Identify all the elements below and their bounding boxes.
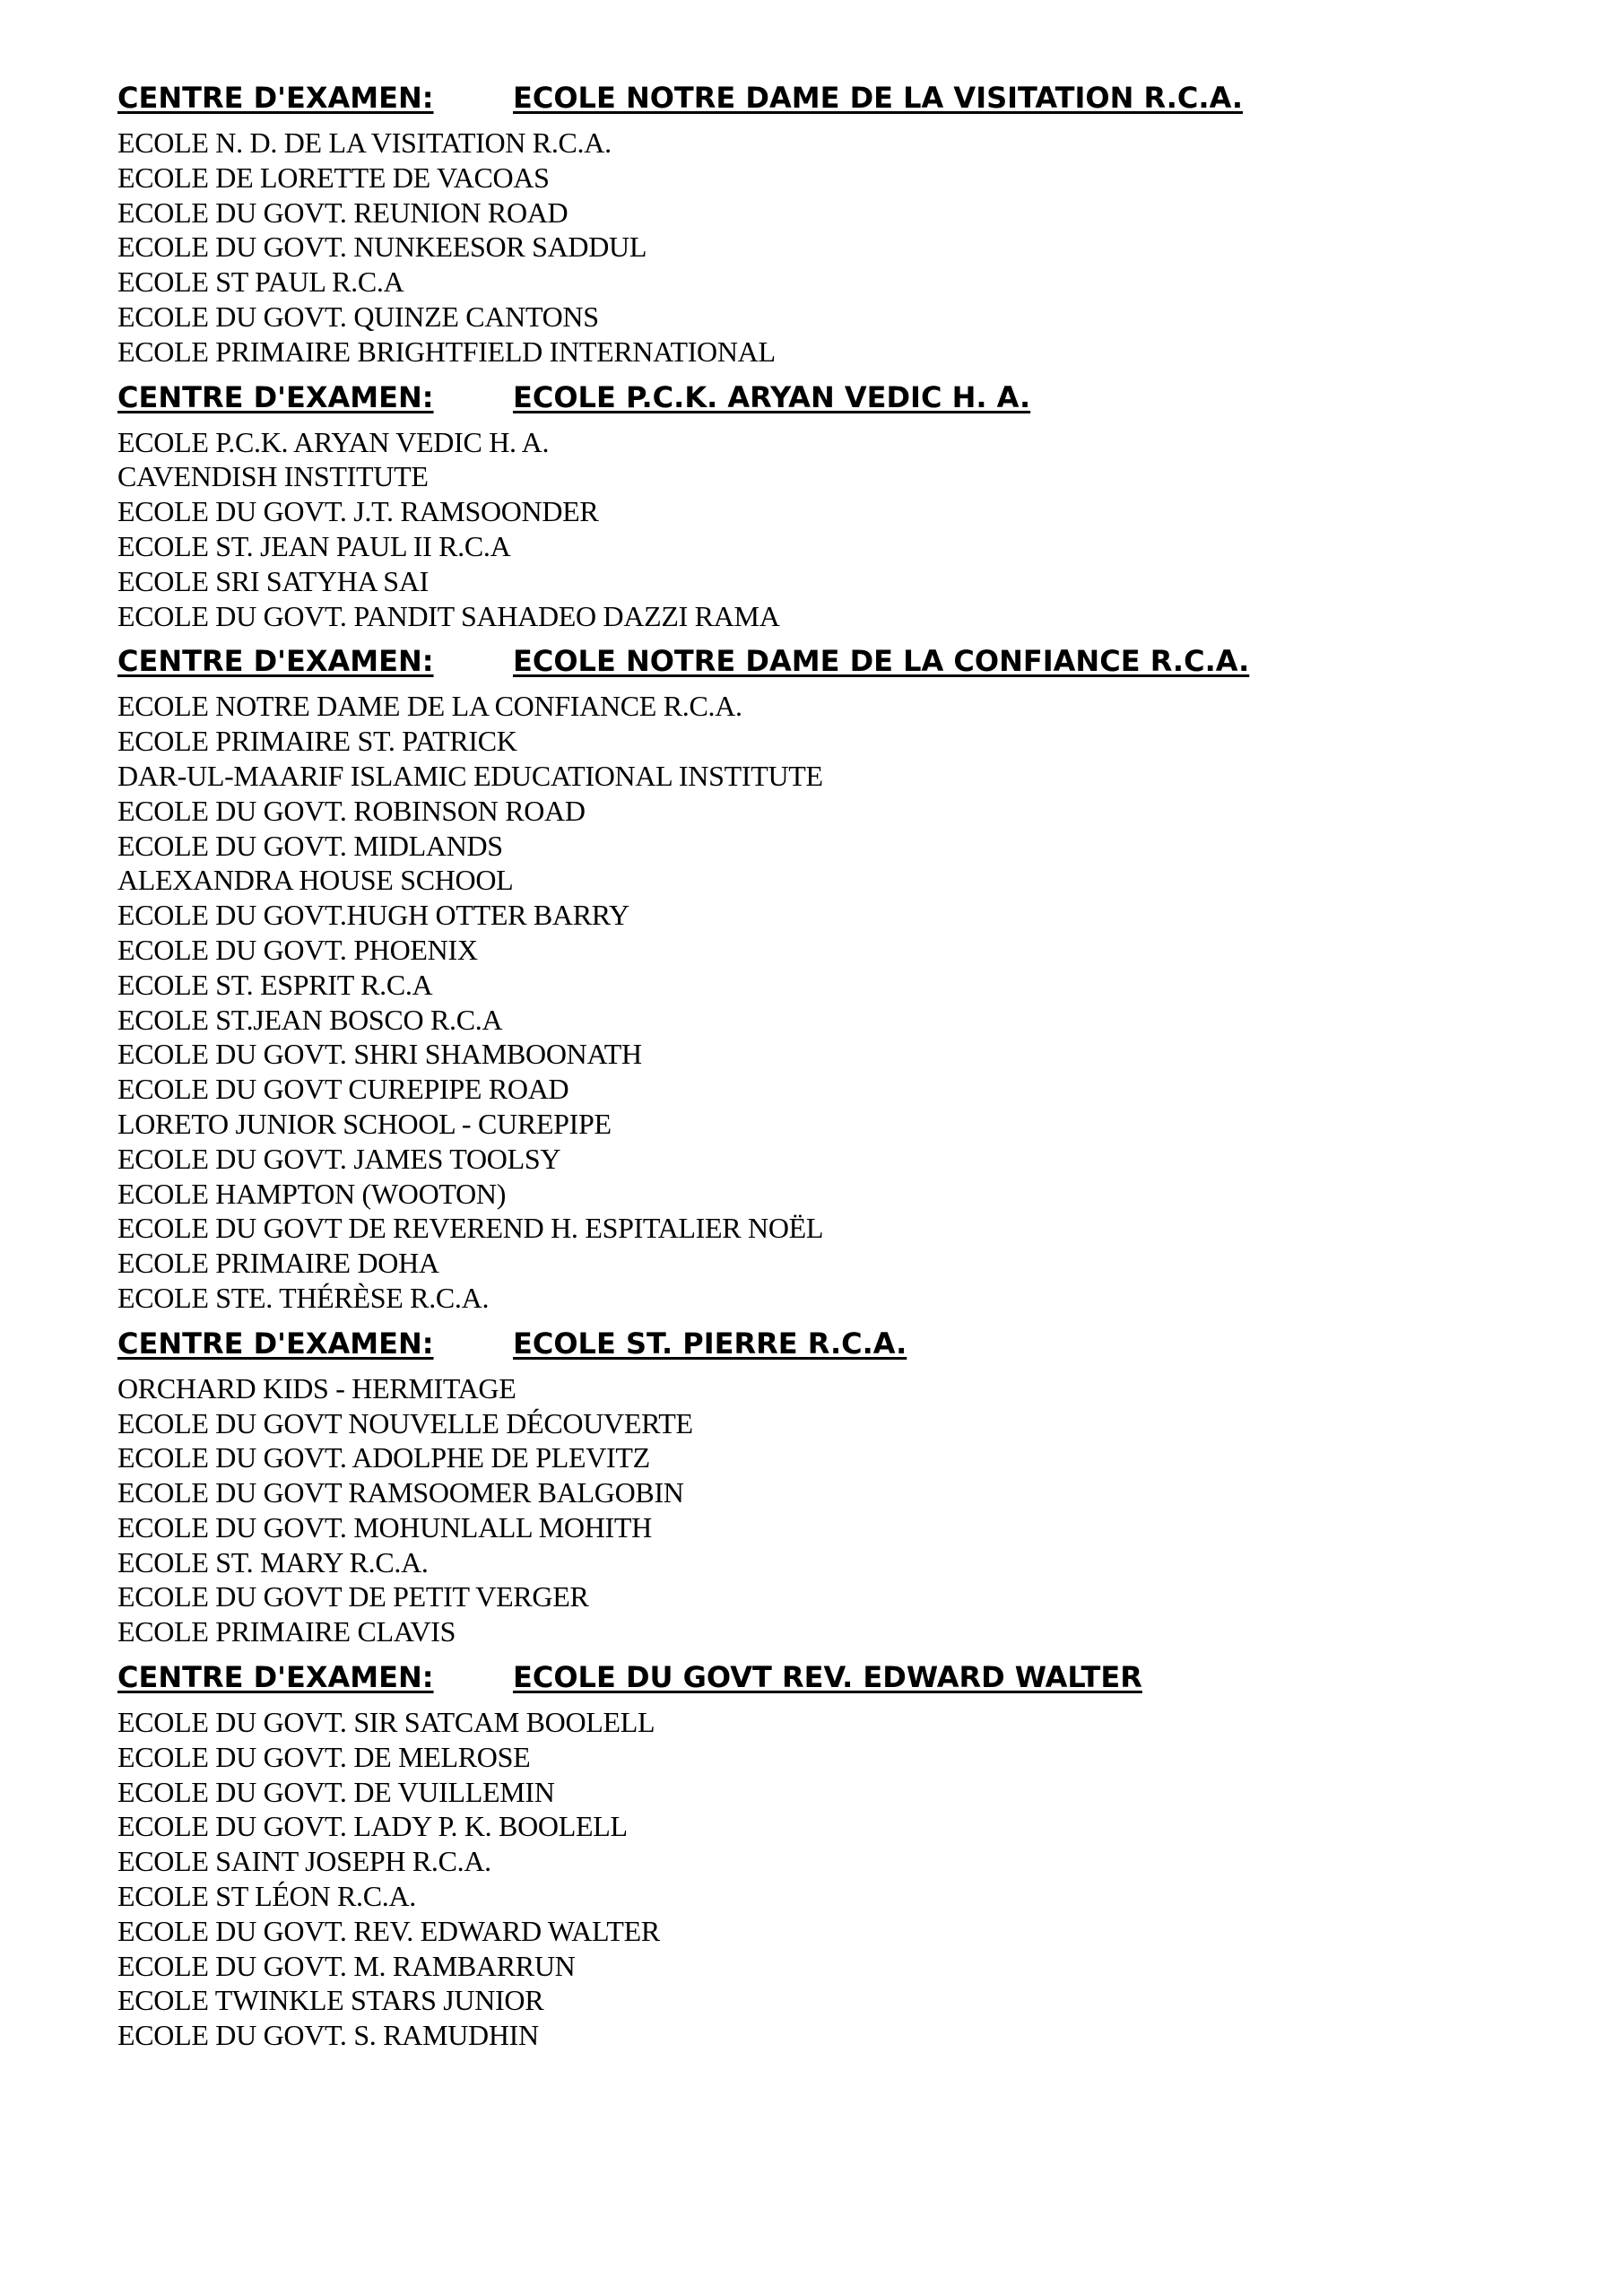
school-item: CAVENDISH INSTITUTE bbox=[117, 460, 429, 493]
school-item: ECOLE PRIMAIRE ST. PATRICK bbox=[117, 725, 517, 758]
school-item: ECOLE DU GOVT. J.T. RAMSOONDER bbox=[117, 495, 599, 528]
school-item: ECOLE TWINKLE STARS JUNIOR bbox=[117, 1984, 544, 2017]
school-item: ECOLE SRI SATYHA SAI bbox=[117, 564, 429, 597]
school-item: ECOLE DU GOVT DE PETIT VERGER bbox=[117, 1580, 589, 1613]
school-item: ECOLE NOTRE DAME DE LA CONFIANCE R.C.A. bbox=[117, 690, 742, 723]
centre-name: ECOLE ST. PIERRE R.C.A. bbox=[513, 1326, 907, 1361]
school-item: ECOLE ST LÉON R.C.A. bbox=[117, 1880, 416, 1913]
school-item: ECOLE DU GOVT. DE VUILLEMIN bbox=[117, 1775, 555, 1808]
school-item: DAR-UL-MAARIF ISLAMIC EDUCATIONAL INSTITUTE bbox=[117, 759, 823, 792]
school-item: ECOLE P.C.K. ARYAN VEDIC H. A. bbox=[117, 425, 550, 458]
school-item: ECOLE DU GOVT. PHOENIX bbox=[117, 933, 478, 966]
school-item: ECOLE DU GOVT. MOHUNLALL MOHITH bbox=[117, 1510, 652, 1544]
school-item: ECOLE DU GOVT. MIDLANDS bbox=[117, 829, 503, 862]
centre-heading bbox=[117, 1657, 1552, 1698]
exam-centre-section bbox=[117, 1323, 1552, 1649]
centre-heading bbox=[117, 377, 1552, 418]
centre-heading bbox=[117, 640, 1552, 682]
school-item: ECOLE DU GOVT. LADY P. K. BOOLELL bbox=[117, 1810, 628, 1843]
school-list bbox=[117, 689, 1552, 1315]
school-item: ECOLE DU GOVT. NUNKEESOR SADDUL bbox=[117, 230, 647, 264]
centre-label: CENTRE D'EXAMEN: bbox=[117, 644, 434, 679]
school-list bbox=[117, 1705, 1552, 2053]
school-item: ECOLE DU GOVT. ROBINSON ROAD bbox=[117, 794, 586, 827]
school-item: ECOLE DU GOVT.HUGH OTTER BARRY bbox=[117, 899, 629, 932]
school-item: ECOLE DU GOVT CUREPIPE ROAD bbox=[117, 1073, 569, 1106]
school-item: ECOLE DU GOVT. S. RAMUDHIN bbox=[117, 2019, 539, 2052]
centre-label: CENTRE D'EXAMEN: bbox=[117, 81, 434, 115]
school-item: ECOLE ST.JEAN BOSCO R.C.A bbox=[117, 1003, 503, 1036]
school-item: ECOLE DU GOVT. SIR SATCAM BOOLELL bbox=[117, 1706, 655, 1739]
school-item: ALEXANDRA HOUSE SCHOOL bbox=[117, 864, 514, 897]
school-item: ECOLE DU GOVT. DE MELROSE bbox=[117, 1740, 531, 1773]
centre-label: CENTRE D'EXAMEN: bbox=[117, 1660, 434, 1695]
school-item: LORETO JUNIOR SCHOOL - CUREPIPE bbox=[117, 1107, 612, 1140]
centre-name: ECOLE NOTRE DAME DE LA VISITATION R.C.A. bbox=[513, 81, 1244, 115]
exam-centre-section bbox=[117, 640, 1552, 1315]
exam-centre-section bbox=[117, 377, 1552, 634]
school-list bbox=[117, 126, 1552, 370]
centre-heading bbox=[117, 77, 1552, 118]
school-item: ECOLE DU GOVT. PANDIT SAHADEO DAZZI RAMA bbox=[117, 599, 780, 632]
school-item: ECOLE STE. THÉRÈSE R.C.A. bbox=[117, 1281, 490, 1314]
school-item: ECOLE ST PAUL R.C.A bbox=[117, 265, 404, 299]
school-list bbox=[117, 1371, 1552, 1649]
school-item: ORCHARD KIDS - HERMITAGE bbox=[117, 1371, 516, 1405]
school-item: ECOLE DU GOVT. QUINZE CANTONS bbox=[117, 300, 599, 333]
school-item: ECOLE DU GOVT. REUNION ROAD bbox=[117, 196, 568, 229]
school-item: ECOLE PRIMAIRE CLAVIS bbox=[117, 1615, 456, 1648]
centre-name: ECOLE NOTRE DAME DE LA CONFIANCE R.C.A. bbox=[513, 644, 1250, 679]
centre-label: CENTRE D'EXAMEN: bbox=[117, 1326, 434, 1361]
school-item: ECOLE SAINT JOSEPH R.C.A. bbox=[117, 1845, 491, 1878]
school-item: ECOLE DU GOVT RAMSOOMER BALGOBIN bbox=[117, 1476, 684, 1509]
school-item: ECOLE DU GOVT. SHRI SHAMBOONATH bbox=[117, 1038, 642, 1071]
school-item: ECOLE DU GOVT. M. RAMBARRUN bbox=[117, 1949, 576, 1982]
school-item: ECOLE DU GOVT. ADOLPHE DE PLEVITZ bbox=[117, 1441, 650, 1474]
school-item: ECOLE DU GOVT. REV. EDWARD WALTER bbox=[117, 1914, 660, 1947]
school-item: ECOLE ST. JEAN PAUL II R.C.A bbox=[117, 529, 511, 562]
school-list bbox=[117, 425, 1552, 634]
school-item: ECOLE DU GOVT. JAMES TOOLSY bbox=[117, 1142, 561, 1175]
centre-label: CENTRE D'EXAMEN: bbox=[117, 379, 434, 414]
centre-name: ECOLE P.C.K. ARYAN VEDIC H. A. bbox=[513, 379, 1031, 414]
exam-centre-section bbox=[117, 77, 1552, 370]
school-item: ECOLE HAMPTON (WOOTON) bbox=[117, 1177, 507, 1210]
school-item: ECOLE PRIMAIRE BRIGHTFIELD INTERNATIONAL bbox=[117, 335, 776, 368]
school-item: ECOLE DU GOVT NOUVELLE DÉCOUVERTE bbox=[117, 1406, 693, 1439]
school-item: ECOLE ST. ESPRIT R.C.A bbox=[117, 968, 433, 1001]
school-item: ECOLE N. D. DE LA VISITATION R.C.A. bbox=[117, 126, 612, 159]
school-item: ECOLE PRIMAIRE DOHA bbox=[117, 1247, 439, 1280]
exam-centre-section bbox=[117, 1657, 1552, 2053]
school-item: ECOLE ST. MARY R.C.A. bbox=[117, 1545, 429, 1578]
school-item: ECOLE DE LORETTE DE VACOAS bbox=[117, 161, 550, 194]
document-page bbox=[117, 77, 1552, 2060]
school-item: ECOLE DU GOVT DE REVEREND H. ESPITALIER NOËL bbox=[117, 1212, 824, 1245]
centre-heading bbox=[117, 1323, 1552, 1364]
centre-name: ECOLE DU GOVT REV. EDWARD WALTER bbox=[513, 1660, 1142, 1695]
